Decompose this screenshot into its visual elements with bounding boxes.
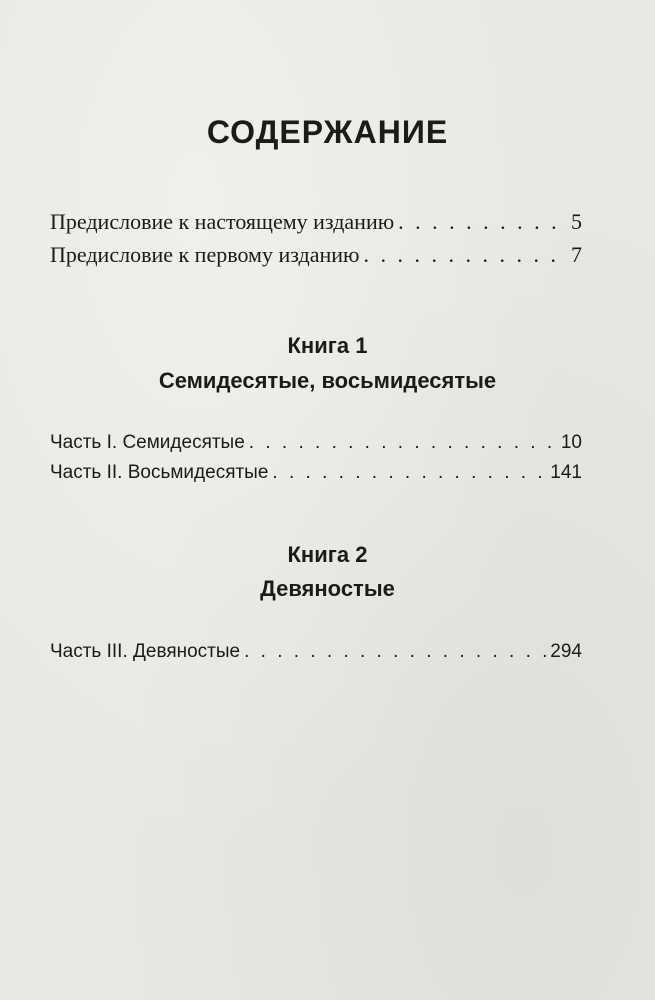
book-2-subtitle: Девяностые — [260, 576, 395, 601]
toc-entry-page: 7 — [571, 242, 582, 267]
toc-entry-page: 294 — [550, 641, 582, 662]
toc-entry-label: Предисловие к первому изданию — [50, 242, 360, 267]
toc-entry-label: Предисловие к настоящему изданию — [50, 209, 395, 234]
toc-leader-dots — [249, 430, 557, 456]
book-1-heading: Книга 1 — [287, 333, 368, 358]
book-2-heading: Книга 2 — [287, 542, 368, 567]
book-1-subtitle: Семидесятые, восьмидесятые — [158, 368, 497, 393]
toc-entry-label: Часть I. Семидесятые — [50, 432, 245, 453]
toc-leader-dots — [244, 639, 546, 665]
toc-entry-part-2 — [50, 460, 582, 486]
toc-leader-dots — [272, 460, 546, 486]
toc-entry-label: Часть II. Восьмидесятые — [50, 462, 269, 483]
toc-entry-part-3 — [50, 639, 582, 665]
toc-entry-preface-first — [50, 241, 582, 269]
toc-entry-page: 10 — [560, 432, 582, 453]
toc-entry-label: Часть III. Девяностые — [50, 641, 241, 662]
toc-entry-page: 141 — [550, 462, 582, 483]
toc-leader-dots — [398, 208, 567, 236]
toc-leader-dots — [363, 241, 567, 269]
page-title: СОДЕРЖАНИЕ — [206, 114, 449, 150]
toc-entry-page: 5 — [571, 209, 582, 234]
toc-entry-part-1 — [50, 430, 582, 456]
toc-entry-preface-current — [50, 208, 582, 236]
